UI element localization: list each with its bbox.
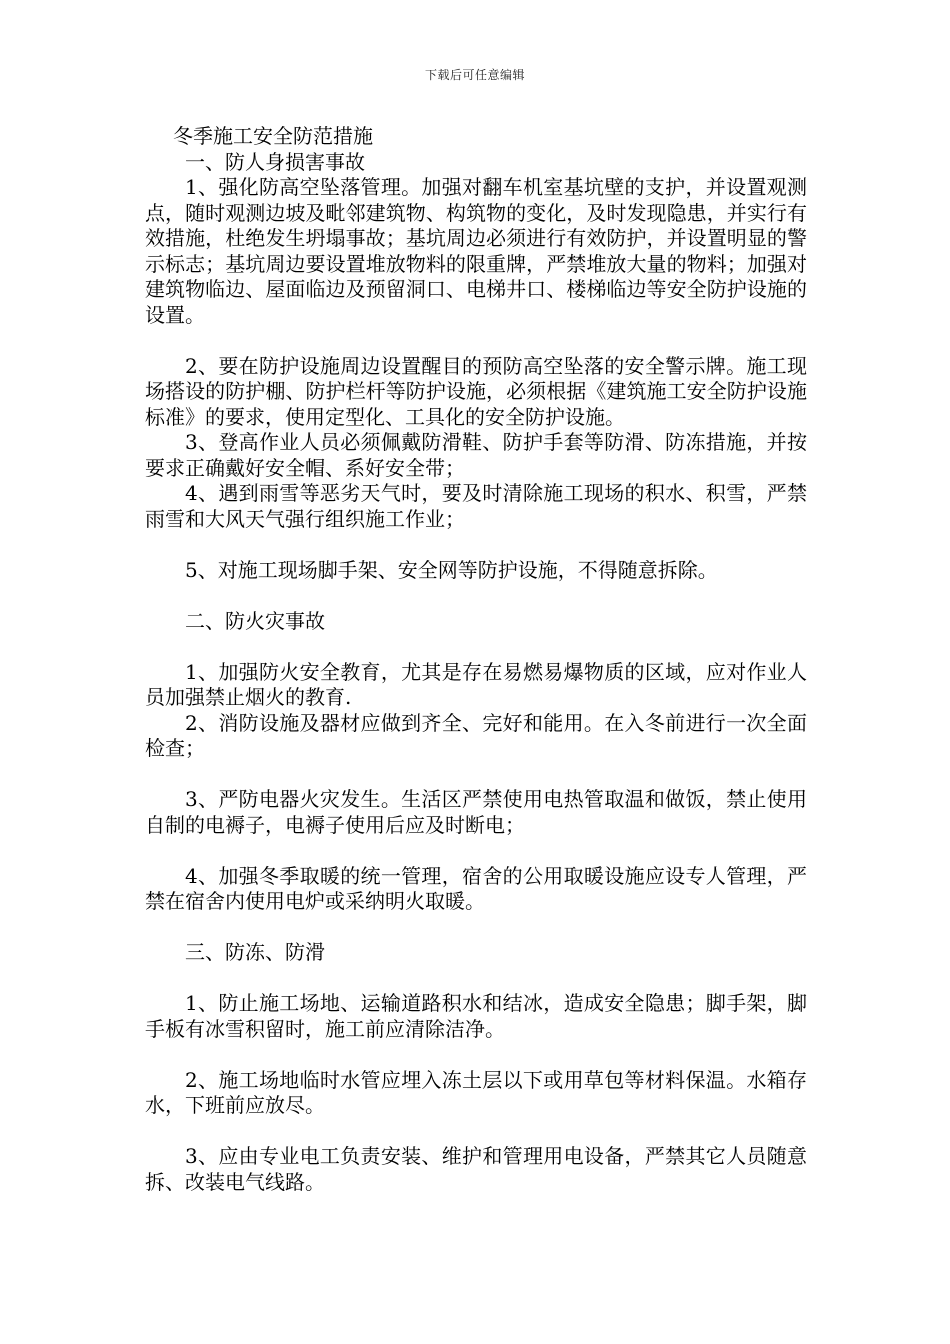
page-header: 下载后可任意编辑 <box>424 68 525 82</box>
paragraph-1-5: 5、对施工现场脚手架、安全网等防护设施，不得随意拆除。 <box>185 557 718 582</box>
paragraph-2-4: 4、加强冬季取暖的统一管理，宿舍的公用取暖设施应设专人管理，严禁在宿舍内使用电炉或采纳明火取暖。 <box>145 863 807 913</box>
paragraph-3-2: 2、施工场地临时水管应埋入冻土层以下或用草包等材料保温。水箱存水，下班前应放尽。 <box>145 1067 807 1117</box>
spacer <box>145 1042 807 1068</box>
paragraph-1-4: 4、遇到雨雪等恶劣天气时，要及时清除施工现场的积水、积雪，严禁雨雪和大风天气强行组织施工作业； <box>145 481 807 531</box>
paragraph-1-3: 3、登高作业人员必须佩戴防滑鞋、防护手套等防滑、防冻措施，并按要求正确戴好安全帽、系好安全带； <box>145 430 807 480</box>
paragraph-3-3: 3、应由专业电工负责安装、维护和管理用电设备，严禁其它人员随意拆、改装电气线路。 <box>145 1144 807 1194</box>
document-title: 冬季施工安全防范措施 <box>173 124 373 148</box>
spacer <box>145 838 807 864</box>
spacer <box>145 328 807 354</box>
paragraph-2-3: 3、严防电器火灾发生。生活区严禁使用电热管取温和做饭，禁止使用自制的电褥子，电褥子使用后应及时断电； <box>145 787 807 837</box>
paragraph-3-1: 1、防止施工场地、运输道路积水和结冰，造成安全隐患；脚手架，脚手板有冰雪积留时，施工前应清除洁净。 <box>145 991 807 1041</box>
spacer <box>145 915 807 941</box>
spacer <box>145 966 807 992</box>
paragraph-1-1: 1、强化防高空坠落管理。加强对翻车机室基坑壁的支护，并设置观测点，随时观测边坡及毗邻建筑物、构筑物的变化，及时发现隐患，并实行有效措施，杜绝发生坍塌事故；基坑周边必须进行有效防护，并设置明显的警示标志；基坑周边要设置堆放物料的限重牌，严禁堆放大量的物料；加强对建筑物临边、屋面临边及预留洞口、电梯井口、楼梯临边等安全防护设施的设置。 <box>145 175 807 327</box>
spacer <box>145 634 807 660</box>
paragraph-2-1: 1、加强防火安全教育，尤其是存在易燃易爆物质的区域，应对作业人员加强禁止烟火的教育. <box>145 659 807 709</box>
spacer <box>145 762 807 788</box>
section-heading-3: 三、防冻、防滑 <box>185 940 325 964</box>
section-heading-2: 二、防火灾事故 <box>185 608 325 633</box>
section-heading-1: 一、防人身损害事故 <box>185 149 365 174</box>
spacer <box>145 532 807 558</box>
spacer <box>145 1119 807 1145</box>
paragraph-2-2: 2、消防设施及器材应做到齐全、完好和能用。在入冬前进行一次全面检查； <box>145 710 807 760</box>
document-body <box>145 124 807 1195</box>
spacer <box>145 583 807 609</box>
paragraph-1-2: 2、要在防护设施周边设置醒目的预防高空坠落的安全警示牌。施工现场搭设的防护棚、防护栏杆等防护设施，必须根据《建筑施工安全防护设施标准》的要求，使用定型化、工具化的安全防护设施。 <box>145 353 807 429</box>
